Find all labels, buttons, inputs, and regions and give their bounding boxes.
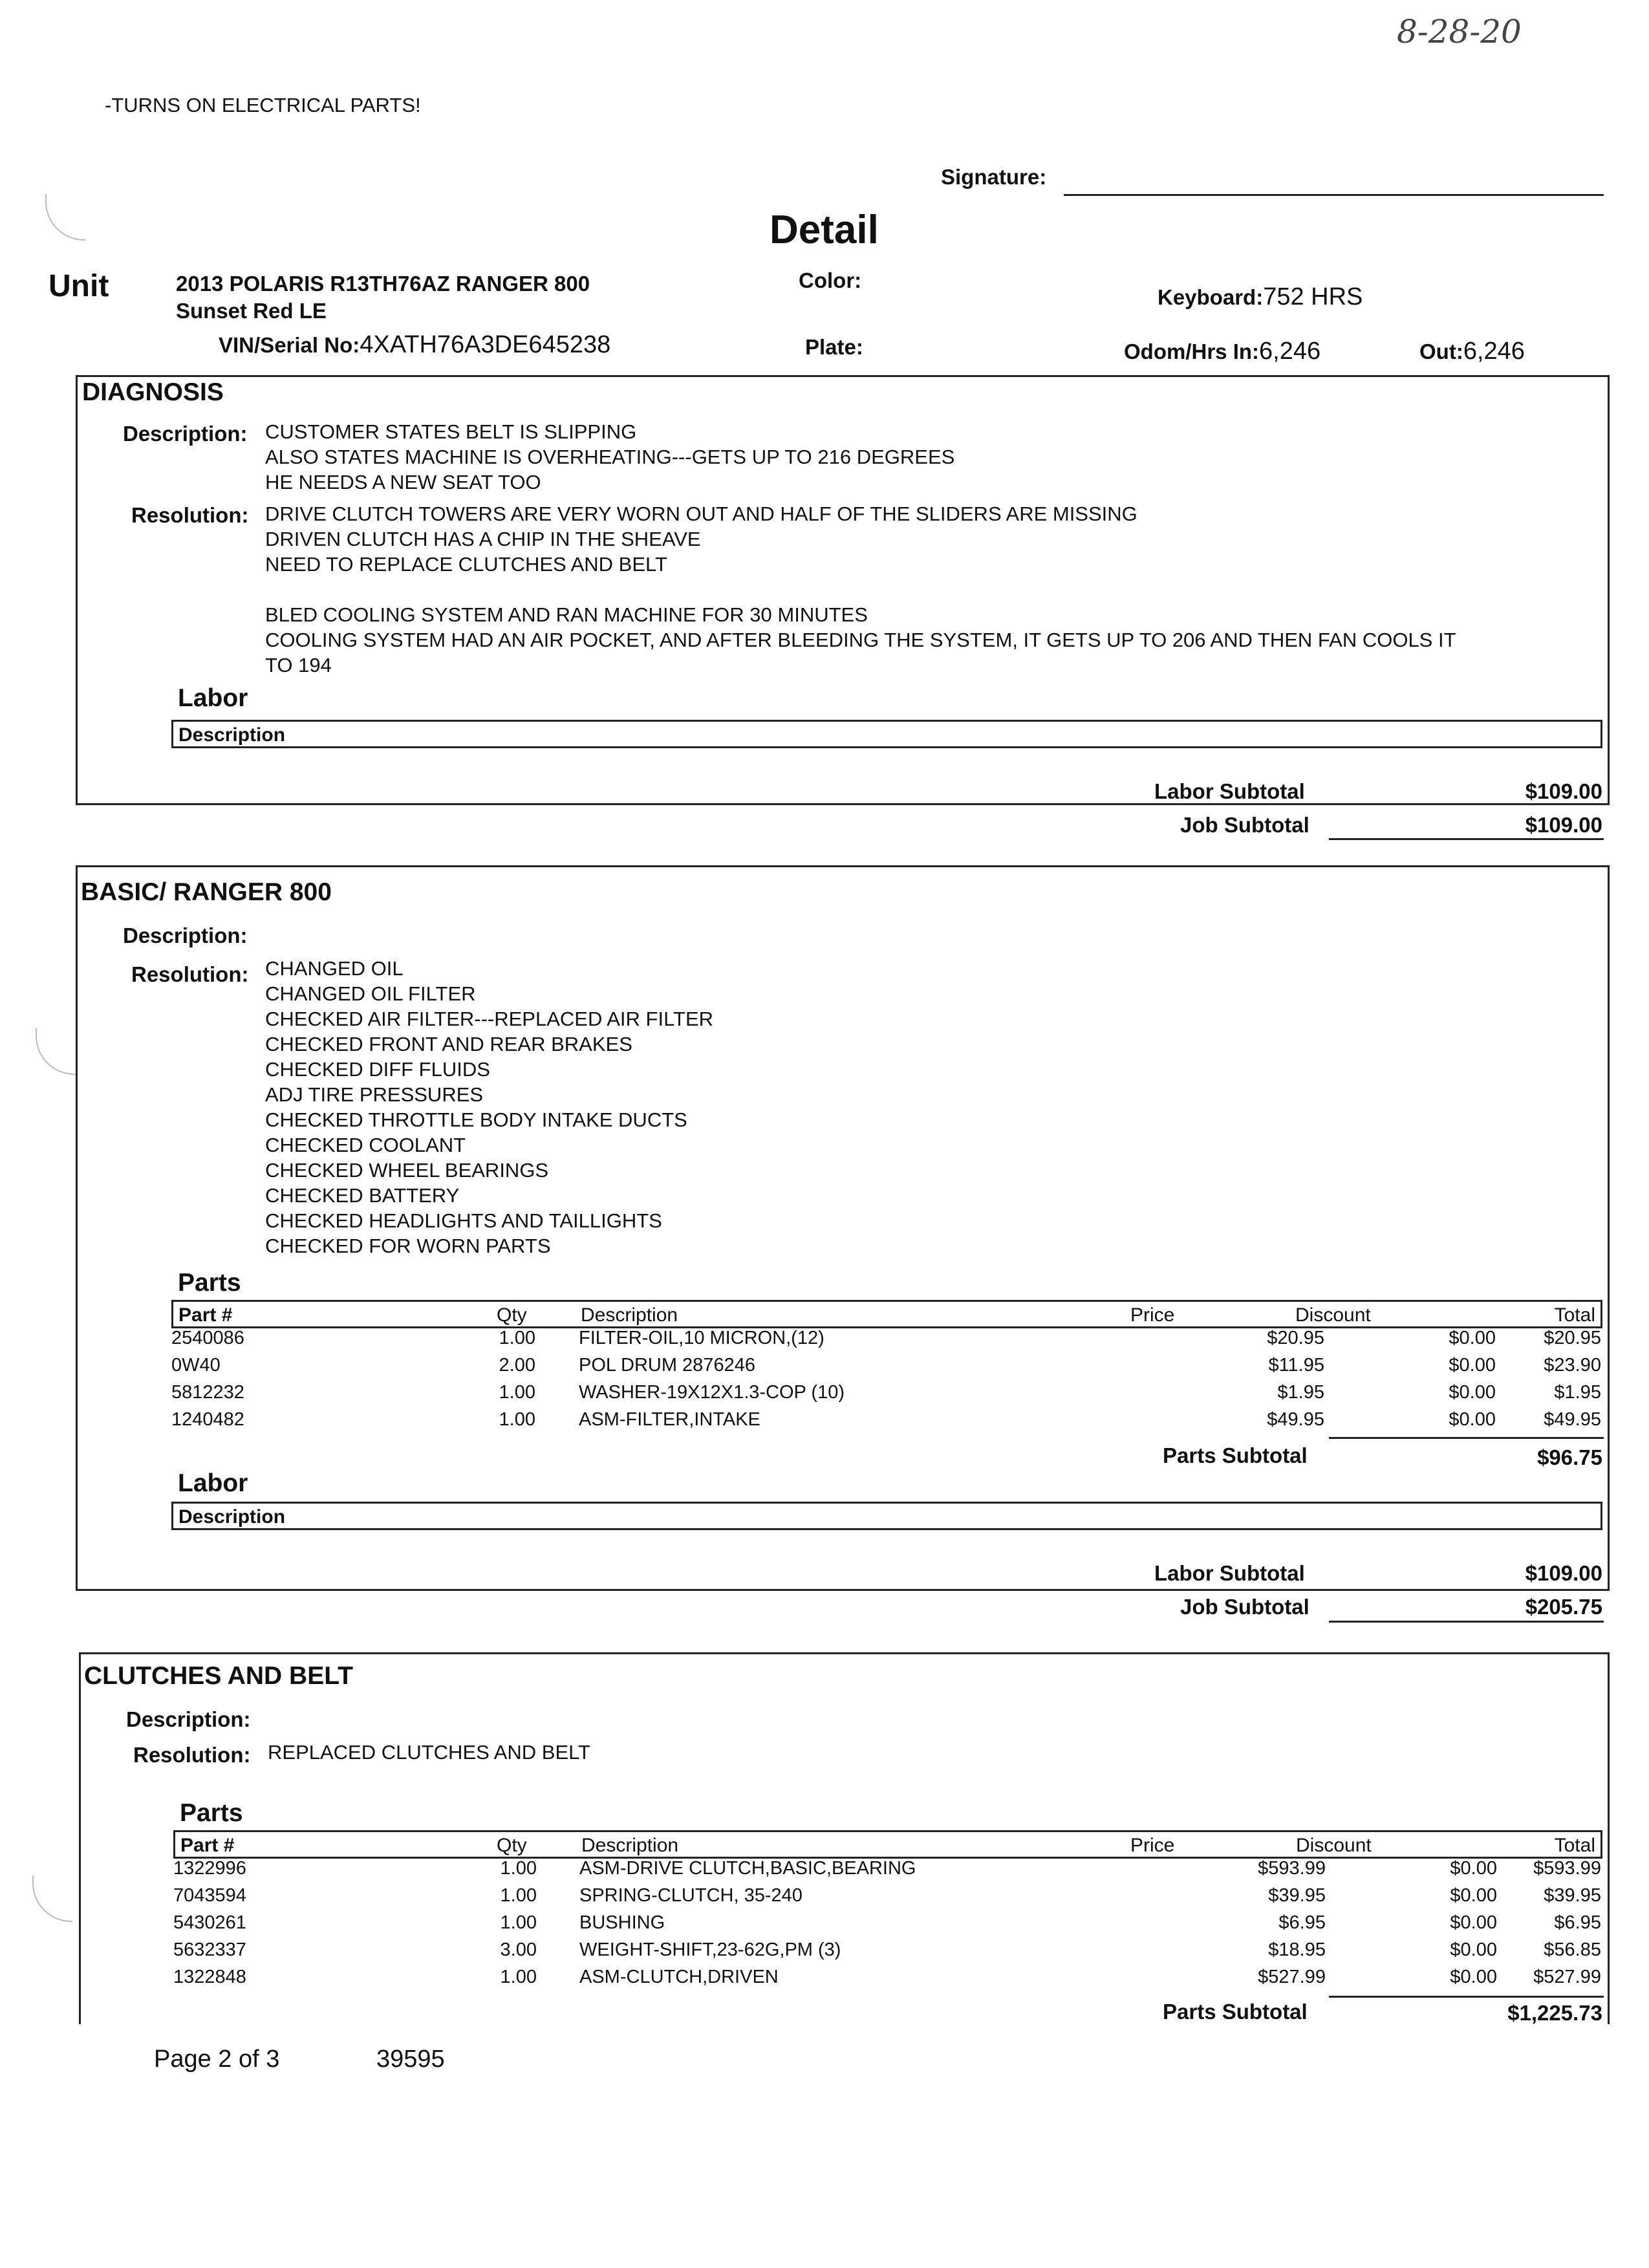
table-row [171, 1382, 1602, 1409]
color-label: Color: [799, 268, 862, 292]
part-desc: WEIGHT-SHIFT,23-62G,PM (3) [579, 1939, 841, 1960]
resolution-line: CHECKED WHEEL BEARINGS [265, 1159, 549, 1182]
col-qty-header: Qty [497, 1304, 527, 1326]
labor-label: Labor [178, 684, 248, 712]
part-total: $49.95 [1544, 1409, 1601, 1430]
part-total: $56.85 [1544, 1939, 1601, 1960]
part-price: $1.95 [1277, 1382, 1324, 1403]
part-price: $49.95 [1267, 1409, 1324, 1430]
resolution-line: CHANGED OIL FILTER [265, 982, 476, 1005]
description-label: Description: [123, 422, 248, 446]
parts-table-header [171, 1300, 1602, 1328]
part-discount: $0.00 [1449, 1328, 1496, 1348]
part-desc: ASM-FILTER,INTAKE [579, 1409, 760, 1430]
col-total-header: Total [1554, 1304, 1595, 1326]
part-price: $18.95 [1268, 1939, 1326, 1960]
resolution-lines [265, 956, 713, 1258]
part-total: $39.95 [1544, 1885, 1601, 1906]
part-qty: 1.00 [499, 1382, 535, 1403]
labor-subtotal-label: Labor Subtotal [1154, 1561, 1305, 1585]
part-number: 1240482 [171, 1409, 244, 1430]
part-discount: $0.00 [1449, 1409, 1496, 1430]
plate-label: Plate: [805, 335, 863, 359]
handwritten-date: 8-28-20 [1397, 13, 1522, 50]
job-title: BASIC/ RANGER 800 [81, 878, 332, 906]
part-total: $527.99 [1533, 1967, 1601, 1987]
table-row [173, 1858, 1602, 1885]
table-row [171, 1355, 1602, 1382]
resolution-label: Resolution: [131, 962, 249, 986]
part-price: $527.99 [1258, 1967, 1326, 1987]
part-price: $6.95 [1278, 1912, 1326, 1933]
table-row [173, 1939, 1602, 1967]
part-number: 7043594 [173, 1885, 246, 1906]
part-number: 5430261 [173, 1912, 246, 1933]
col-discount-header: Discount [1296, 1835, 1372, 1856]
part-number: 1322996 [173, 1858, 246, 1879]
part-desc: POL DRUM 2876246 [579, 1355, 755, 1376]
col-discount-header: Discount [1295, 1304, 1371, 1326]
odom-row [1124, 338, 1320, 365]
labor-desc-header: Description [178, 724, 286, 746]
signature-label: Signature: [941, 165, 1047, 189]
job-subtotal-value: $109.00 [1525, 813, 1602, 837]
resolution-line: BLED COOLING SYSTEM AND RAN MACHINE FOR 30 MINUTES [265, 603, 868, 626]
job-subtotal-label: Job Subtotal [1180, 813, 1310, 837]
unit-label: Unit [48, 269, 109, 303]
page-title: Detail [770, 208, 879, 252]
parts-table-body [173, 1858, 1602, 1994]
part-desc: BUSHING [579, 1912, 665, 1933]
vin-row [219, 331, 610, 359]
resolution-line: CHECKED DIFF FLUIDS [265, 1058, 490, 1081]
binder-hole-mark [32, 1875, 72, 1922]
page-number: Page 2 of 3 [154, 2046, 280, 2073]
col-price-header: Price [1130, 1835, 1175, 1856]
part-total: $1.95 [1554, 1382, 1601, 1403]
col-desc-header: Description [581, 1835, 679, 1856]
job-title: DIAGNOSIS [82, 378, 224, 406]
table-row [173, 1912, 1602, 1939]
table-row [171, 1328, 1602, 1355]
job-subtotal-line [1329, 838, 1604, 840]
labor-table-header [171, 720, 1602, 748]
binder-hole-mark [36, 1028, 76, 1075]
col-price-header: Price [1130, 1304, 1175, 1326]
doc-number: 39595 [376, 2046, 445, 2073]
odom-in-value: 6,246 [1259, 338, 1321, 365]
resolution-line: COOLING SYSTEM HAD AN AIR POCKET, AND AFTER BLEEDING THE SYSTEM, IT GETS UP TO 206 AND THEN FAN COOLS IT [265, 629, 1456, 651]
col-part-header: Part # [180, 1835, 235, 1856]
resolution-line: CHANGED OIL [265, 957, 404, 980]
resolution-line: ADJ TIRE PRESSURES [265, 1083, 484, 1106]
resolution-line: CHECKED FOR WORN PARTS [265, 1235, 551, 1257]
labor-table-header [171, 1502, 1602, 1530]
part-qty: 2.00 [499, 1355, 535, 1376]
part-price: $20.95 [1267, 1328, 1324, 1348]
part-number: 5632337 [173, 1939, 246, 1960]
resolution-line: CHECKED BATTERY [265, 1184, 460, 1207]
part-total: $20.95 [1544, 1328, 1601, 1348]
col-desc-header: Description [581, 1304, 678, 1326]
table-row [173, 1885, 1602, 1912]
part-discount: $0.00 [1450, 1912, 1497, 1933]
vin-value: 4XATH76A3DE645238 [360, 331, 611, 358]
part-desc: SPRING-CLUTCH, 35-240 [579, 1885, 803, 1906]
labor-label: Labor [178, 1469, 248, 1497]
resolution-line: TO 194 [265, 654, 332, 676]
resolution-line: CHECKED COOLANT [265, 1134, 466, 1156]
part-total: $593.99 [1533, 1858, 1601, 1879]
part-total: $6.95 [1554, 1912, 1601, 1933]
col-total-header: Total [1554, 1835, 1595, 1856]
binder-hole-mark [45, 194, 85, 241]
signature-line [1064, 194, 1604, 196]
part-price: $39.95 [1268, 1885, 1326, 1906]
labor-desc-header: Description [178, 1506, 286, 1528]
out-value: 6,246 [1463, 338, 1525, 365]
table-row [173, 1967, 1602, 1994]
parts-subtotal-label: Parts Subtotal [1163, 2000, 1308, 2024]
resolution-label: Resolution: [133, 1743, 251, 1767]
part-discount: $0.00 [1450, 1939, 1497, 1960]
description-label: Description: [126, 1707, 251, 1731]
labor-subtotal-value: $109.00 [1525, 1561, 1602, 1585]
top-note: -TURNS ON ELECTRICAL PARTS! [105, 94, 421, 116]
labor-subtotal-label: Labor Subtotal [1154, 779, 1305, 803]
part-qty: 1.00 [499, 1328, 535, 1348]
part-total: $23.90 [1544, 1355, 1601, 1376]
col-part-header: Part # [178, 1304, 233, 1326]
part-qty: 3.00 [500, 1939, 537, 1960]
part-desc: ASM-CLUTCH,DRIVEN [579, 1967, 779, 1987]
parts-subtotal-value: $96.75 [1537, 1445, 1602, 1469]
keyboard-value: 752 HRS [1263, 283, 1363, 310]
resolution-line: CHECKED AIR FILTER---REPLACED AIR FILTER [265, 1008, 714, 1030]
part-number: 5812232 [171, 1382, 244, 1403]
resolution-line: REPLACED CLUTCHES AND BELT [268, 1741, 590, 1764]
part-desc: ASM-DRIVE CLUTCH,BASIC,BEARING [579, 1858, 916, 1879]
part-number: 0W40 [171, 1355, 221, 1376]
resolution-label: Resolution: [131, 503, 249, 527]
parts-total-line [1329, 1996, 1604, 1998]
resolution-line [265, 577, 1456, 602]
part-number: 2540086 [171, 1328, 244, 1348]
table-row [171, 1409, 1602, 1436]
col-qty-header: Qty [497, 1835, 527, 1856]
unit-vehicle: 2013 POLARIS R13TH76AZ RANGER 800 [176, 272, 590, 296]
part-qty: 1.00 [500, 1858, 537, 1879]
part-number: 1322848 [173, 1967, 246, 1987]
description-label: Description: [123, 923, 248, 947]
resolution-line: CHECKED THROTTLE BODY INTAKE DUCTS [265, 1108, 687, 1131]
parts-label: Parts [180, 1799, 243, 1827]
job-subtotal-line [1329, 1621, 1604, 1623]
out-row [1419, 338, 1525, 365]
resolution-line: DRIVE CLUTCH TOWERS ARE VERY WORN OUT AND HALF OF THE SLIDERS ARE MISSING [265, 502, 1137, 525]
part-qty: 1.00 [500, 1885, 537, 1906]
odom-label: Odom/Hrs In: [1124, 340, 1260, 363]
out-label: Out: [1419, 340, 1463, 363]
part-discount: $0.00 [1449, 1382, 1496, 1403]
parts-table-header [173, 1830, 1602, 1859]
part-discount: $0.00 [1449, 1355, 1496, 1376]
part-desc: WASHER-19X12X1.3-COP (10) [579, 1382, 845, 1403]
parts-label: Parts [178, 1269, 241, 1297]
parts-subtotal-label: Parts Subtotal [1163, 1443, 1308, 1467]
job-title: CLUTCHES AND BELT [84, 1662, 353, 1690]
resolution-line: DRIVEN CLUTCH HAS A CHIP IN THE SHEAVE [265, 528, 701, 550]
part-price: $593.99 [1258, 1858, 1326, 1879]
resolution-line: NEED TO REPLACE CLUTCHES AND BELT [265, 553, 667, 576]
part-qty: 1.00 [500, 1967, 537, 1987]
parts-table-body [171, 1328, 1602, 1436]
part-discount: $0.00 [1450, 1858, 1497, 1879]
resolution-line: CHECKED HEADLIGHTS AND TAILLIGHTS [265, 1209, 662, 1232]
resolution-lines [265, 501, 1456, 678]
parts-subtotal-value: $1,225.73 [1507, 2001, 1602, 2025]
description-line: HE NEEDS A NEW SEAT TOO [265, 471, 541, 493]
part-price: $11.95 [1268, 1355, 1324, 1376]
part-qty: 1.00 [500, 1912, 537, 1933]
unit-trim: Sunset Red LE [176, 299, 327, 323]
description-line: CUSTOMER STATES BELT IS SLIPPING [265, 420, 637, 443]
vin-label: VIN/Serial No: [219, 333, 360, 357]
part-discount: $0.00 [1450, 1967, 1497, 1987]
part-discount: $0.00 [1450, 1885, 1497, 1906]
part-desc: FILTER-OIL,10 MICRON,(12) [579, 1328, 824, 1348]
description-lines [265, 419, 954, 495]
parts-total-line [1329, 1437, 1604, 1439]
labor-subtotal-value: $109.00 [1525, 779, 1602, 803]
part-qty: 1.00 [499, 1409, 535, 1430]
description-line: ALSO STATES MACHINE IS OVERHEATING---GETS UP TO 216 DEGREES [265, 446, 955, 468]
resolution-line: CHECKED FRONT AND REAR BRAKES [265, 1033, 632, 1055]
job-subtotal-value: $205.75 [1525, 1595, 1602, 1619]
keyboard-label: Keyboard: [1158, 285, 1264, 309]
job-subtotal-label: Job Subtotal [1180, 1595, 1310, 1619]
keyboard-row [1158, 283, 1363, 311]
